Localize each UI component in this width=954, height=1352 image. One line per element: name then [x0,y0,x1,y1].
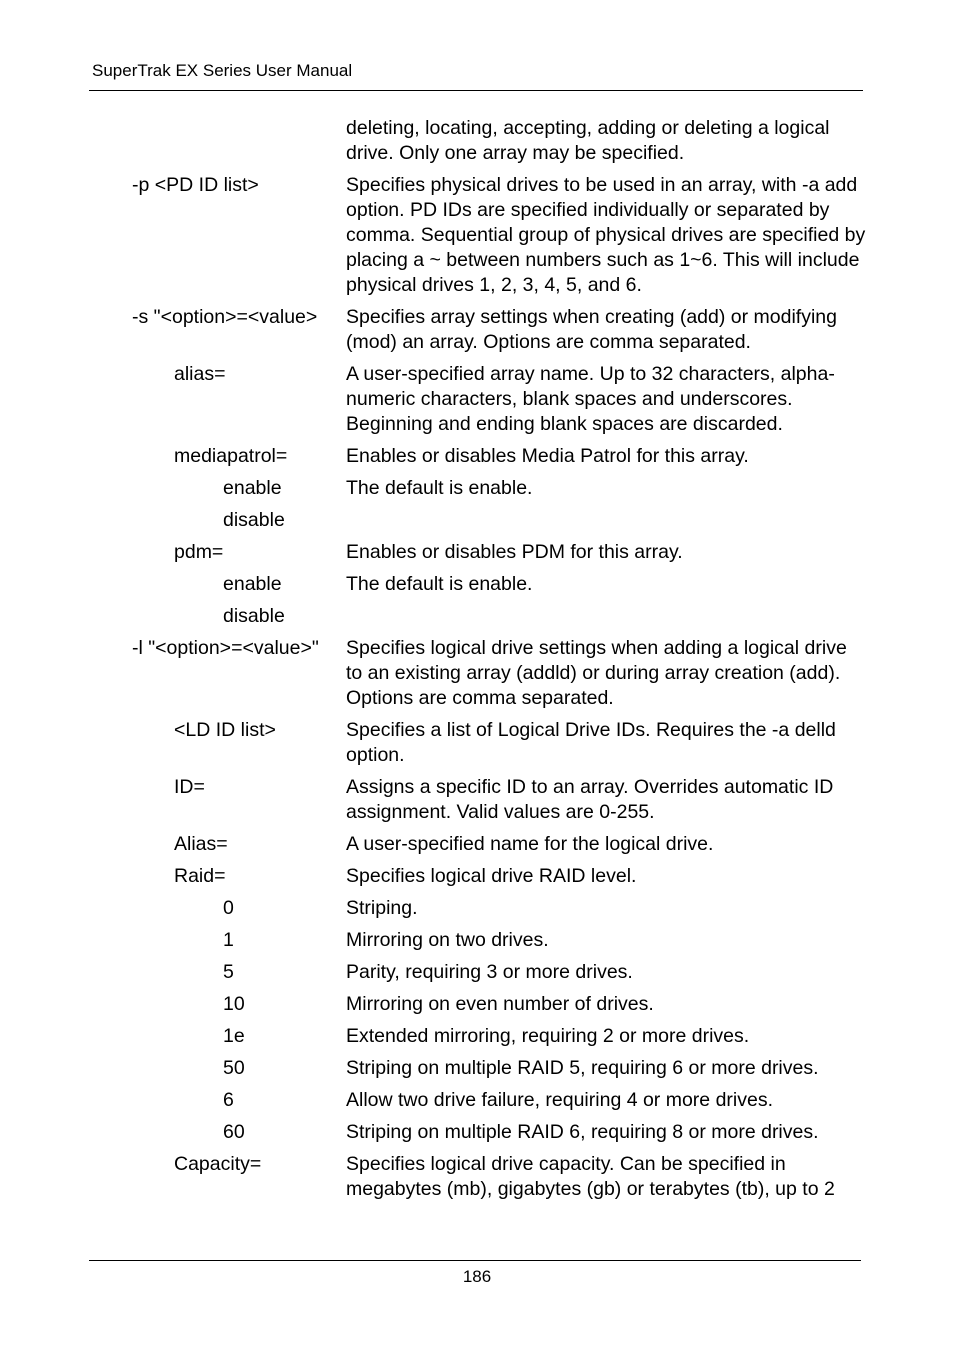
option-term: -l "<option>=<value>" [132,637,319,659]
option-description: The default is enable. [346,573,533,595]
option-description: Striping on multiple RAID 5, requiring 6 or more drives. [346,1057,819,1079]
header-rule [89,90,863,91]
option-row [0,116,954,166]
option-term: 5 [223,961,234,983]
option-row [0,1152,954,1202]
option-row [0,928,954,953]
option-term: enable [223,573,282,595]
option-term: 1e [223,1025,245,1047]
footer-rule [89,1260,861,1261]
option-description: Striping on multiple RAID 6, requiring 8 or more drives. [346,1121,819,1143]
option-description: The default is enable. [346,477,533,499]
option-row [0,305,954,355]
option-row [0,444,954,469]
option-table [0,116,954,1209]
option-row [0,718,954,768]
option-description: Specifies array settings when creating (add) or modifying (mod) an array. Options are comma separated. [346,306,837,353]
option-row [0,1024,954,1049]
option-term: mediapatrol= [174,445,288,467]
option-row [0,864,954,889]
option-row [0,540,954,565]
option-term: -p <PD ID list> [132,174,259,196]
option-description: Striping. [346,897,418,919]
option-row [0,1056,954,1081]
option-row [0,1120,954,1145]
option-term: <LD ID list> [174,719,276,741]
option-term: -s "<option>=<value> [132,306,318,328]
page-number: 186 [462,1267,492,1286]
option-term: pdm= [174,541,224,563]
option-row [0,992,954,1017]
option-description: Parity, requiring 3 or more drives. [346,961,633,983]
option-description: Specifies logical drive settings when adding a logical drive to an existing array (addld) or during array creation (add). Options are comma separated. [346,637,847,709]
option-row [0,832,954,857]
option-row [0,572,954,597]
option-description: deleting, locating, accepting, adding or deleting a logical drive. Only one array may be specified. [346,117,830,164]
option-description: Specifies physical drives to be used in an array, with -a add option. PD IDs are specified individually or separated by comma. Sequential group of physical drives are specified by placing a ~ between numbers such as 1~6. This will include physical drives 1, 2, 3, 4, 5, and 6. [346,174,866,296]
option-term: 50 [223,1057,245,1079]
option-description: Specifies a list of Logical Drive IDs. Requires the -a delld option. [346,719,836,766]
option-description: Specifies logical drive RAID level. [346,865,637,887]
option-term: Raid= [174,865,226,887]
option-term: enable [223,477,282,499]
page-header-title: SuperTrak EX Series User Manual [92,61,353,80]
option-row [0,896,954,921]
option-description: Mirroring on two drives. [346,929,549,951]
option-description: A user-specified array name. Up to 32 characters, alpha-numeric characters, blank spaces and underscores. Beginning and ending blank spaces are discarded. [346,363,835,435]
option-row [0,173,954,298]
option-description: Enables or disables Media Patrol for this array. [346,445,749,467]
option-term: ID= [174,776,205,798]
option-row [0,1088,954,1113]
option-row [0,775,954,825]
option-term: alias= [174,363,226,385]
option-term: disable [223,605,285,627]
option-term: 10 [223,993,245,1015]
option-row [0,362,954,437]
option-row [0,476,954,501]
option-description [346,508,866,533]
option-term: 60 [223,1121,245,1143]
option-description: Mirroring on even number of drives. [346,993,654,1015]
option-row [0,960,954,985]
option-row [0,636,954,711]
option-row [0,508,954,533]
option-description: Enables or disables PDM for this array. [346,541,683,563]
option-term: 1 [223,929,234,951]
option-description: Specifies logical drive capacity. Can be specified in megabytes (mb), gigabytes (gb) or terabytes (tb), up to 2 [346,1153,835,1200]
option-term: Alias= [174,833,228,855]
option-description [346,604,866,629]
option-term: Capacity= [174,1153,262,1175]
option-term: 6 [223,1089,234,1111]
option-term: 0 [223,897,234,919]
option-row [0,604,954,629]
option-description: Allow two drive failure, requiring 4 or more drives. [346,1089,774,1111]
option-description: Extended mirroring, requiring 2 or more drives. [346,1025,750,1047]
option-description: A user-specified name for the logical drive. [346,833,714,855]
option-term [0,116,346,166]
option-term: disable [223,509,285,531]
option-description: Assigns a specific ID to an array. Overrides automatic ID assignment. Valid values are 0-255. [346,776,834,823]
